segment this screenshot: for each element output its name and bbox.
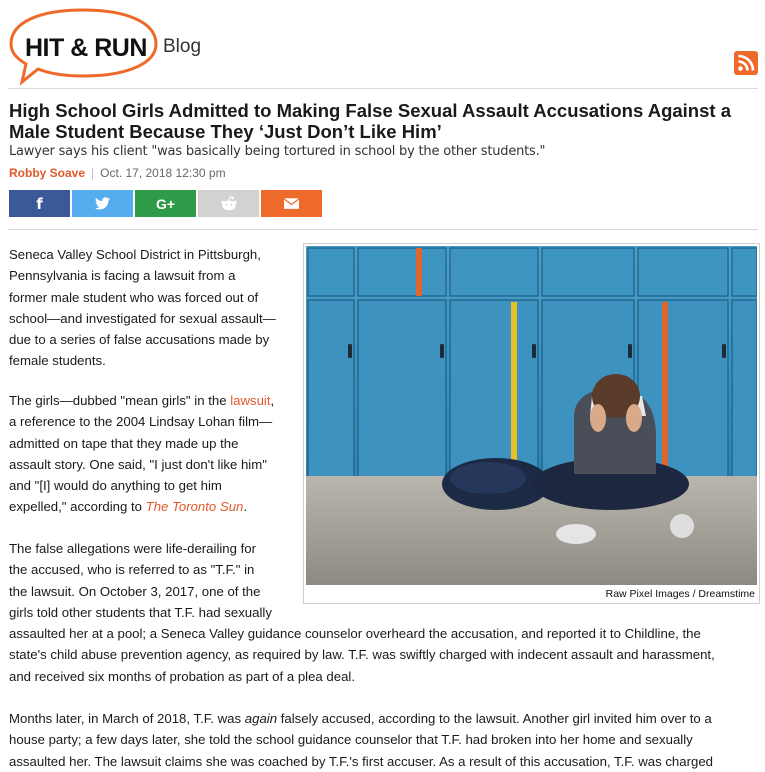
photo-credit: Raw Pixel Images / Dreamstime (605, 588, 755, 600)
text-run: . (243, 499, 248, 515)
lawsuit-link[interactable]: lawsuit (230, 393, 271, 408)
reddit-icon (220, 196, 238, 211)
paragraph-1-line: Seneca Valley School District in Pittsburgh, (9, 247, 261, 262)
article-headline: High School Girls Admitted to Making False Sexual Assault Accusations Against a Male Student Because They ‘Just Don’t Like Him’ (9, 100, 731, 142)
paragraph-3-line: the accused, who is referred to as "T.F." in (9, 562, 255, 578)
publish-date: Oct. 17, 2018 12:30 pm (100, 166, 226, 180)
paragraph-3-line: and received six months of probation as part of a plea deal. (9, 668, 356, 684)
text-run: falsely accused, according to the lawsuit. Another girl invited him over to a (277, 711, 712, 726)
logo-text: HIT & RUN (25, 34, 147, 62)
byline (9, 166, 226, 180)
paragraph-2-line: admitted on tape that they made up the (9, 435, 239, 451)
author-link[interactable]: Robby Soave (9, 166, 86, 180)
paragraph-2-line (9, 496, 299, 517)
twitter-share-button[interactable] (72, 190, 133, 217)
paragraph-4-line (9, 708, 761, 729)
paragraph-1-line: school—and investigated for sexual assault— (9, 310, 276, 326)
paragraph-1-line: former male student who was forced out of (9, 289, 259, 305)
email-icon (284, 198, 299, 209)
site-logo[interactable] (8, 6, 158, 86)
share-bar (9, 190, 322, 217)
lockers-photo-illustration (306, 246, 757, 585)
text-run: expelled," according to (9, 499, 146, 515)
paragraph-3-line: assaulted her at a pool; a Seneca Valley guidance counselor overheard the accusation, and reported it to Childline, the (9, 626, 701, 641)
article-figure (303, 243, 760, 604)
paragraph-2-line: assault story. One said, "I just don't like him" (9, 456, 267, 472)
paragraph-3-line: The false allegations were life-derailing for (9, 541, 257, 556)
text-run: The girls—dubbed "mean girls" in the (9, 393, 231, 408)
paragraph-3-wide (9, 623, 761, 687)
article-photo (306, 246, 757, 585)
reddit-share-button[interactable] (198, 190, 259, 217)
emphasis: again (244, 711, 278, 726)
paragraph-2-line: a reference to the 2004 Lindsay Lohan film— (9, 414, 273, 430)
text-run: , (270, 393, 275, 408)
paragraph-2-line (9, 390, 299, 411)
paragraph-2-line: and "[I] would do anything to get him (9, 478, 222, 494)
paragraph-1-line: Pennsylvania is facing a lawsuit from a (9, 268, 236, 284)
email-share-button[interactable] (261, 190, 322, 217)
toronto-sun-link[interactable]: The Toronto Sun (145, 499, 244, 515)
paragraph-3 (9, 538, 299, 623)
paragraph-4-line: assaulted her. The lawsuit claims she was coached by T.F.'s first accuser. As a result of this accusation, T.F. was charged (9, 753, 713, 769)
paragraph-4 (9, 708, 761, 772)
paragraph-3-line: girls told other students that T.F. had sexually (9, 604, 272, 620)
paragraph-2 (9, 390, 299, 518)
header-divider (8, 88, 758, 89)
facebook-share-button[interactable] (9, 190, 70, 217)
twitter-icon (95, 197, 110, 210)
paragraph-1-line: due to a series of false accusations made by (9, 332, 270, 348)
googleplus-icon: G+ (155, 195, 176, 212)
rss-icon[interactable] (734, 51, 758, 75)
paragraph-1-line: female students. (9, 353, 106, 369)
paragraph-3-line: the lawsuit. On October 3, 2017, one of the (9, 583, 261, 599)
paragraph-4-line: house party; a few days later, she told the school guidance counselor that T.F. had broken into her home and sexually (9, 732, 693, 748)
byline-separator: | (91, 166, 95, 180)
paragraph-1 (9, 244, 299, 372)
paragraph-3-line: state's child abuse prevention agency, as required by law. T.F. was swiftly charged with indecent assault and harassment, (9, 647, 715, 663)
text-run: Months later, in March of 2018, T.F. was (9, 711, 245, 726)
article-dek: Lawyer says his client "was basically being tortured in school by the other students." (9, 144, 546, 159)
share-divider (8, 229, 758, 230)
googleplus-share-button[interactable] (135, 190, 196, 217)
facebook-icon: f (36, 194, 43, 213)
section-label[interactable]: Blog (163, 36, 202, 57)
